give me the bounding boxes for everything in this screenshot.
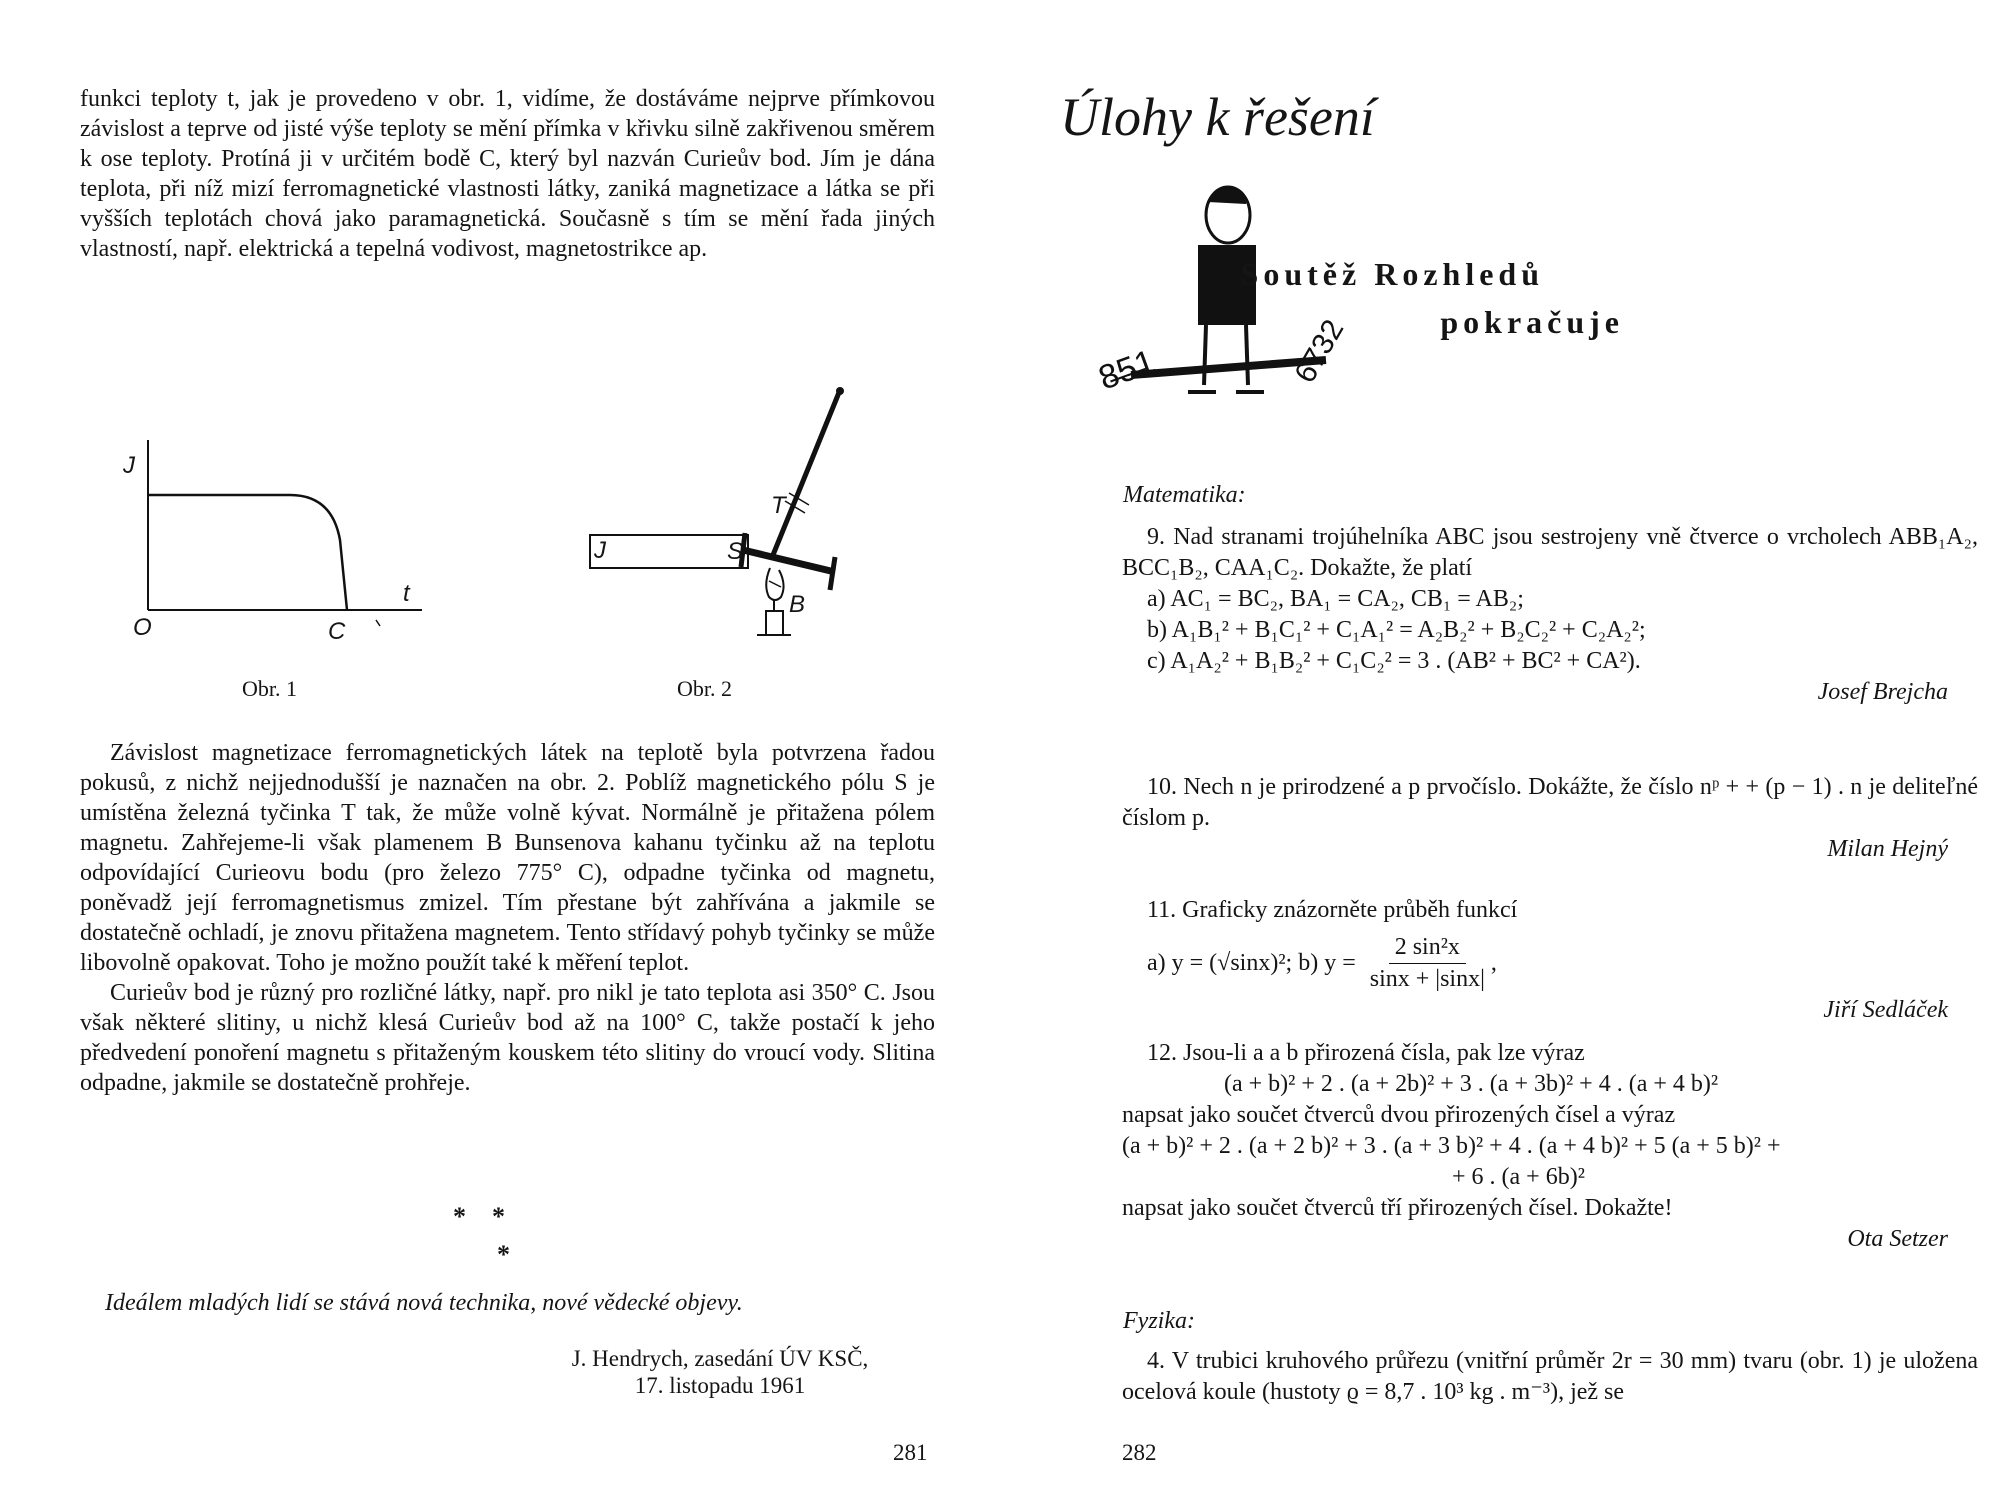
task-9-c: c) A₁A₂² + B₁B₂² + C₁C₂² = 3 . (AB² + BC² + CA²). [1147, 648, 1641, 674]
page-number-right: 282 [1122, 1440, 1157, 1465]
task-10 [1122, 772, 1978, 865]
fig1-label-point: C [328, 618, 346, 645]
intro-paragraph-block [80, 84, 935, 264]
svg-text:6732: 6732 [1288, 314, 1351, 389]
stars-bottom: * [497, 1240, 510, 1269]
fig2-label-burner: B [789, 591, 806, 618]
body-paragraphs [80, 738, 935, 1098]
task-11 [1122, 895, 1978, 1026]
task-11-formula: a) y = (√sinx)²; b) y = $\frac{\text{2 sin²x}}{\sin x + |\sin x|}$ , [1122, 932, 1978, 995]
quote-attribution [540, 1345, 900, 1399]
paragraph-3: Curieův bod je různý pro rozličné látky, např. pro nikl je tato teplota asi 350° C. Jsou však některé slitiny, u nichž klesá Curieův bod až na 100° C, takže postačí k jeho předvedení ponoření magnetu s přitaženým kouskem této slitiny do vroucí vody. Slitina odpadne, jakmile se dostatečně prohřeje. [80, 980, 935, 1096]
attribution-line-1: J. Hendrych, zasedání ÚV KSČ, [571, 1346, 869, 1371]
task-12-expression-2a: (a + b)² + 2 . (a + 2 b)² + 3 . (a + 3 b)² + 4 . (a + 4 b)² + 5 (a + 5 b)² + [1122, 1133, 1781, 1159]
figure-1-graph [110, 440, 430, 640]
task-9-statement: 9. Nad stranami trojúhelníka ABC jsou sestrojeny vně čtverce o vrcholech ABB₁A₂, BCC₁B₂, CAA₁C₂. Dokažte, že platí [1122, 524, 1978, 581]
fig2-label-magnet-j: J [594, 537, 606, 564]
task-11-denominator: sinx + |sinx| [1369, 966, 1485, 992]
page-number-left: 281 [893, 1440, 928, 1465]
task-11-author: Jiří Sedláček [1823, 997, 1948, 1023]
task-12-expression-1: (a + b)² + 2 . (a + 2b)² + 3 . (a + 3b)² + 4 . (a + 4 b)² [1224, 1071, 1719, 1097]
task-12 [1122, 1038, 1978, 1255]
task-11-a: a) y = (√sinx)²; b) y = [1147, 950, 1356, 976]
figure-2-caption: Obr. 2 [677, 676, 732, 701]
fig2-label-magnet-s: S [727, 538, 744, 565]
task-10-author: Milan Hejný [1827, 836, 1948, 862]
task-12-author: Ota Setzer [1847, 1226, 1948, 1252]
right-page [1004, 0, 2008, 1501]
figure-2-apparatus [585, 385, 855, 650]
figure-1-caption: Obr. 1 [242, 676, 297, 701]
task-12-line-3: napsat jako součet čtverců tří přirozených čísel. Dokažte! [1122, 1195, 1673, 1221]
svg-text:8̶5̶1: 8̶5̶1 [1093, 342, 1161, 398]
fig1-label-y: J [123, 452, 135, 479]
attribution-line-2: 17. listopadu 1961 [634, 1373, 806, 1398]
page-title: Úlohy k řešení [1060, 87, 1375, 147]
quote: Ideálem mladých lidí se stává nová technika, nové vědecké objevy. [105, 1290, 743, 1316]
task-9-author: Josef Brejcha [1817, 679, 1948, 705]
stars-top: * * [453, 1202, 505, 1231]
task-11-statement: 11. Graficky znázorněte průběh funkcí [1147, 897, 1518, 923]
fig2-label-rod: T [771, 492, 786, 519]
task-9 [1122, 522, 1978, 708]
task-11-fraction [1364, 932, 1491, 995]
section-physics: Fyzika: [1123, 1308, 1195, 1334]
paragraph-2: Závislost magnetizace ferromagnetických látek na teplotě byla potvrzena řadou pokusů, z nichž nejjednodušší je naznačen na obr. 2. Poblíž magnetického pólu S je umístěna železná tyčinka T tak, že může volně kývat. Normálně je přitažena pólem magnetu. Zahřejeme-li však plamenem B Bunsenova kahanu tyčinku až na teplotu odpovídající Curieovu bodu (pro železo 775° C), odpadne tyčinka od magnetu, poněvadž její ferromagnetismus zmizel. Tím přestane být zahřívána a jakmile se dostatečně ochladí, je znovu přitažena magnetem. Tento střídavý pohyb tyčinky se může libovolně opakovat. Toho je možno použít také k měření teplot. [80, 740, 935, 976]
task-12-expression-2b: + 6 . (a + 6b)² [1452, 1164, 1585, 1190]
thinking-boy-illustration [1086, 180, 1386, 420]
task-9-a: a) AC₁ = BC₂, BA₁ = CA₂, CB₁ = AB₂; [1147, 586, 1524, 612]
fig1-label-origin: O [133, 614, 152, 641]
task-9-b: b) A₁B₁² + B₁C₁² + C₁A₁² = A₂B₂² + B₂C₂² + C₂A₂²; [1147, 617, 1646, 643]
task-12-line-1: 12. Jsou-li a a b přirozená čísla, pak lze výraz [1147, 1040, 1585, 1066]
task-10-statement: 10. Nech n je prirodzené a p prvočíslo. Dokážte, že číslo nᵖ + + (p − 1) . n je deliteľné číslom p. [1122, 774, 1978, 831]
physics-task-4 [1122, 1346, 1978, 1408]
subtitle-line-1: Soutěž Rozhledů [1240, 256, 1544, 292]
section-mathematics: Matematika: [1123, 482, 1246, 508]
intro-paragraph: funkci teploty t, jak je provedeno v obr. 1, vidíme, že dostáváme nejprve přímkovou závislost a teprve od jisté výše teploty se mění přímka v křivku silně zakřivenou směrem k ose teploty. Protíná ji v určitém bodě C, který byl nazván Curieův bod. Jím je dána teplota, při níž mizí ferromagnetické vlastnosti látky, zaniká magnetizace a látka se při vyšších teplotách chová jako paramagnetická. Současně s tím se mění řada jiných vlastností, např. elektrická a tepelná vodivost, magnetostrikce ap. [80, 86, 935, 262]
fig1-label-x: t [403, 580, 410, 607]
task-12-line-2: napsat jako součet čtverců dvou přirozených čísel a výraz [1122, 1102, 1676, 1128]
physics-task-4-text: 4. V trubici kruhového průřezu (vnitřní průměr 2r = 30 mm) tvaru (obr. 1) je uložena ocelová koule (hustoty ϱ = 8,7 . 10³ kg . m⁻³), jež se [1122, 1348, 1978, 1405]
task-11-numerator: 2 sin²x [1389, 932, 1466, 964]
subtitle-line-2: pokračuje [1440, 304, 1624, 340]
